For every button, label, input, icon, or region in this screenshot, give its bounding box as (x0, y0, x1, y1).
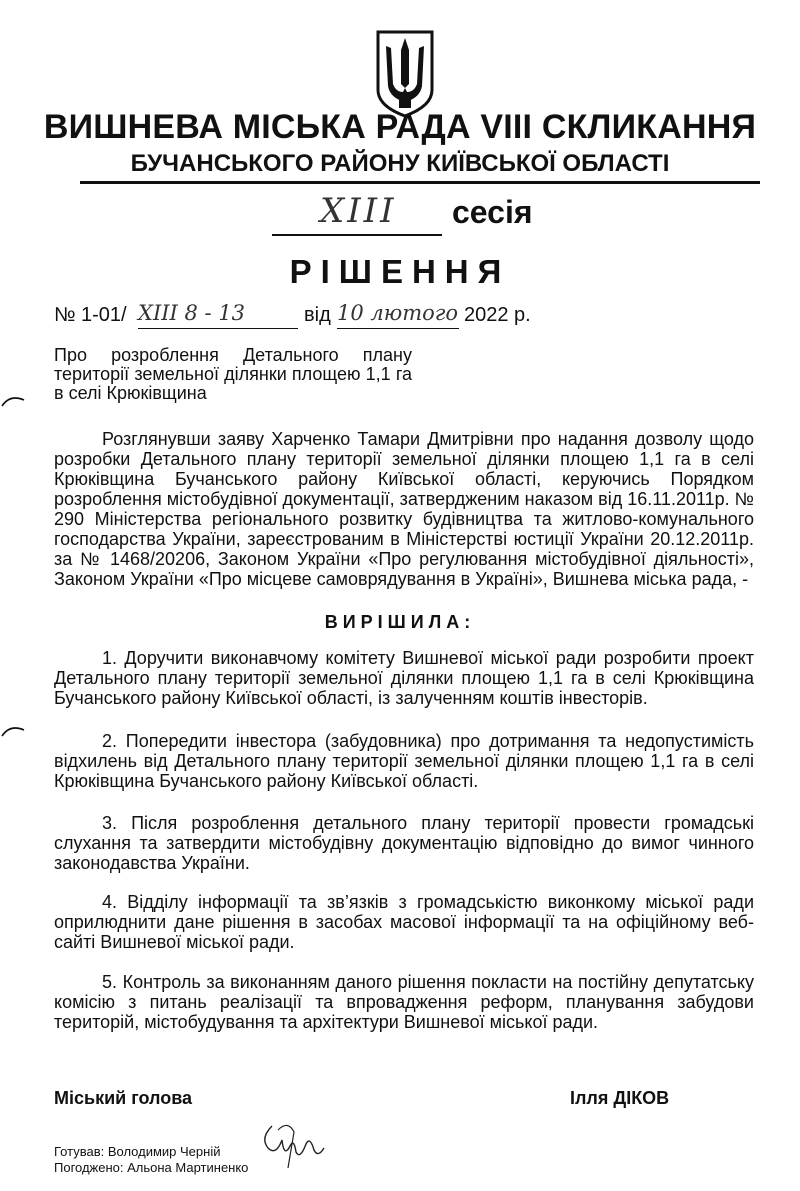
resolution-item: 3. Після розроблення детального плану території провести громадські слухання та затвердити містобудівну документацію відповідно до вимог чинного законодавства України. (54, 813, 754, 873)
registration-date: 10 лютого (337, 301, 459, 329)
resolution-item: 4. Відділу інформації та зв’язків з громадськістю виконкому міської ради оприлюднити дане рішення в засобах масової інформації та на офіційному веб-сайті Вишневої міської ради. (54, 892, 754, 952)
session-label: сесія (452, 194, 533, 230)
resolution-item: 5. Контроль за виконанням даного рішення покласти на постійну депутатську комісію з питань реалізації та впровадження реформ, планування забудови територій, містобудування та архітектури Вишневої міської ради. (54, 972, 754, 1032)
registration-number: XIII 8 - 13 (138, 301, 298, 329)
mayor-name: Ілля ДІКОВ (570, 1088, 670, 1108)
registration-line (54, 301, 754, 334)
registration-year: 2022 р. (464, 304, 531, 326)
trident-icon (374, 26, 436, 118)
preparers-block (54, 1144, 248, 1176)
mayor-title: Міський голова (54, 1088, 193, 1108)
prepared-by: Готував: Володимир Черній (54, 1144, 221, 1159)
resolution-item: 2. Попередити інвестора (забудовника) про дотримання та недопустимість відхилень від Детального плану території земельної ділянки площею 1,1 га в селі Крюківщина Бучанського району Київської області. (54, 731, 754, 791)
resolved-heading: ВИРІШИЛА: (324, 612, 476, 632)
handwritten-signature (258, 1118, 330, 1176)
decision-title: РІШЕННЯ (289, 253, 511, 290)
decision-subject: Про розроблення Детального плану території земельної ділянки площею 1,1 га в селі Крюківщина (54, 345, 412, 403)
resolution-item: 1. Доручити виконавчому комітету Вишневої міської ради розробити проект Детального плану території земельної ділянки площею 1,1 га в селі Крюківщина Бучанського району Київської області, із залученням коштів інвесторів. (54, 648, 754, 708)
punch-hole-mark (0, 722, 26, 748)
preamble-paragraph: Розглянувши заяву Харченко Тамари Дмитрівни про надання дозволу щодо розробки Детального плану території земельної ділянки площею 1,1 га в селі Крюківщина Бучанського району Київської області, керуючись Порядком розроблення містобудівної документації, затвердженим наказом від 16.11.2011р. № 290 Міністерства регіонального розвитку будівництва та житлово-комунального господарства України, зареєстрованим в Міністерстві юстиції України 20.12.2011р. за № 1468/20206, Законом України «Про регулювання містобудівної діяльності», Законом України «Про місцеве самоврядування в Україні», Вишнева міська рада, - (54, 429, 754, 589)
agreed-by: Погоджено: Альона Мартиненко (54, 1160, 249, 1175)
organization-name: ВИШНЕВА МІСЬКА РАДА VIII СКЛИКАННЯ (43, 108, 757, 146)
session-number: XIII (320, 191, 397, 231)
header-divider (80, 181, 760, 184)
punch-hole-mark (0, 392, 26, 418)
registration-prefix: № 1-01/ (54, 304, 127, 326)
registration-from-label: від (304, 304, 331, 326)
organization-region: БУЧАНСЬКОГО РАЙОНУ КИЇВСЬКОЇ ОБЛАСТІ (130, 150, 670, 177)
